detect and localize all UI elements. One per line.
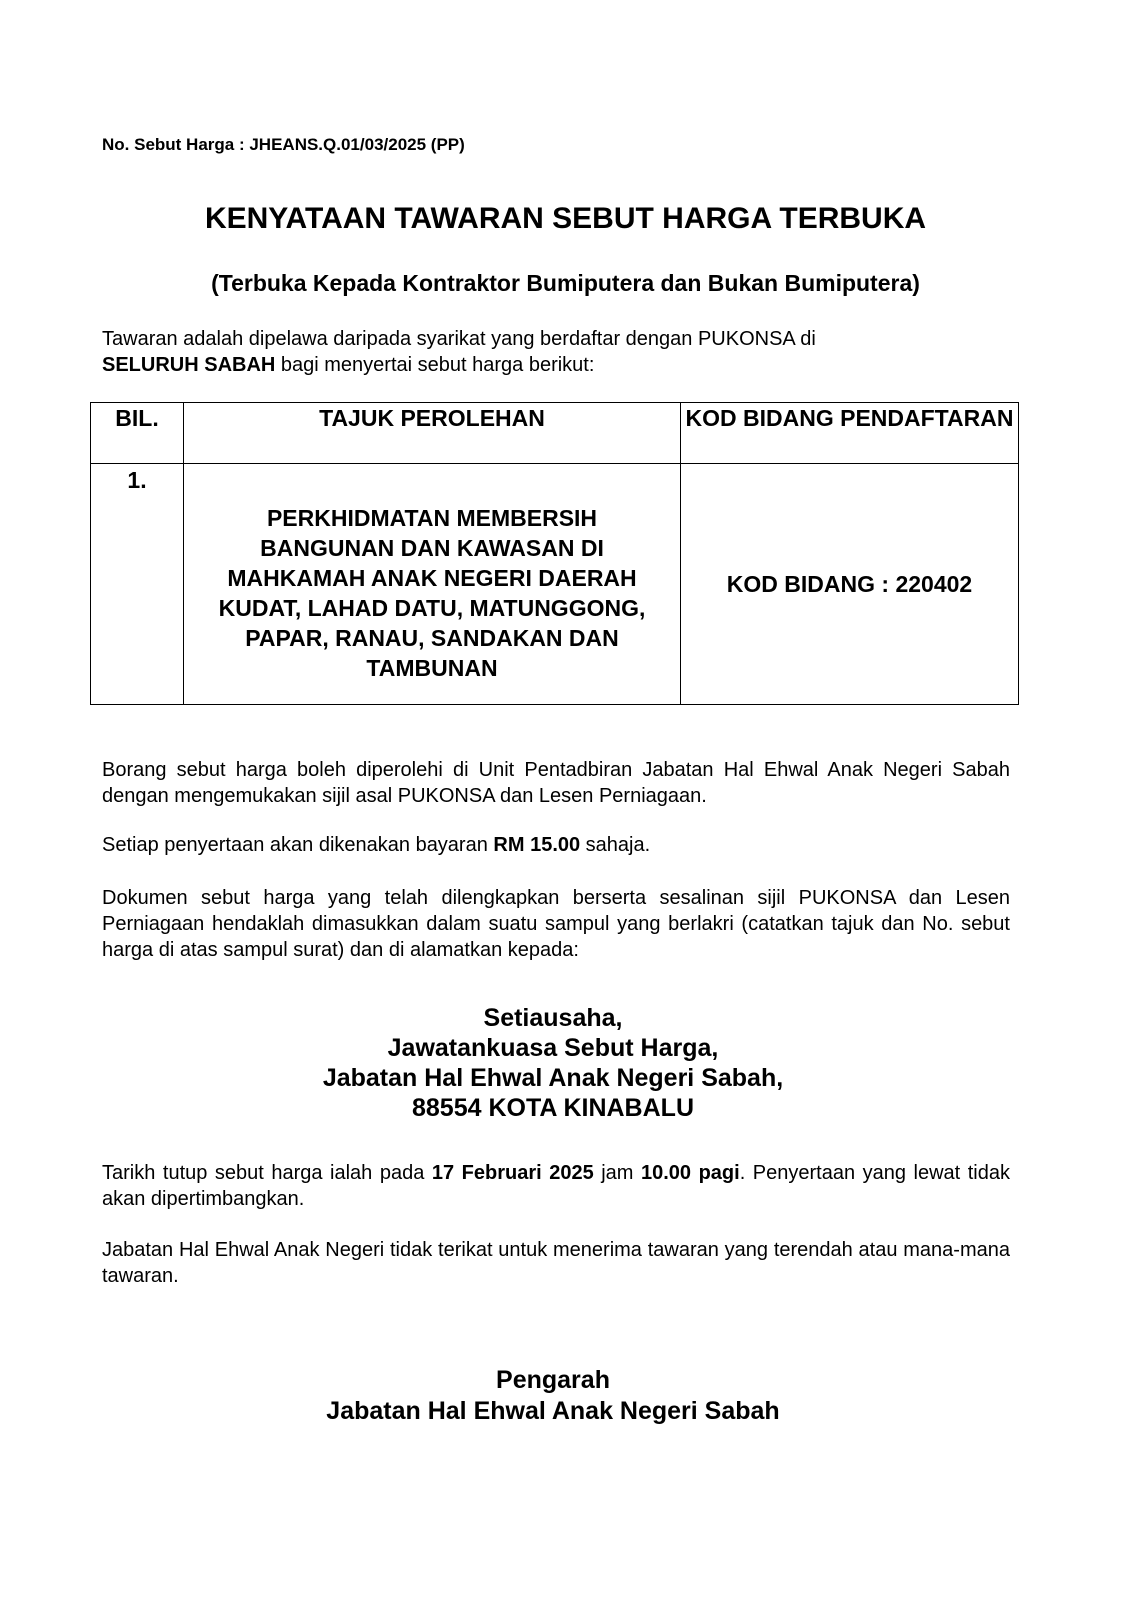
closing-time: 10.00 pagi xyxy=(641,1162,740,1184)
tender-table xyxy=(90,402,1019,705)
header-kod: KOD BIDANG PENDAFTARAN xyxy=(681,403,1019,464)
closing-date-paragraph xyxy=(102,1160,1010,1212)
document-paragraph: Dokumen sebut harga yang telah dilengkapkan berserta sesalinan sijil PUKONSA dan Lesen Perniagaan hendaklah dimasukkan dalam suatu sampul yang berlakri (catatkan tajuk dan No. sebut harga di atas sampul surat) dan di alamatkan kepada: xyxy=(102,887,1010,961)
payment-amount: RM 15.00 xyxy=(493,834,581,856)
header-tajuk: TAJUK PEROLEHAN xyxy=(184,403,681,464)
payment-text-1: Setiap penyertaan akan dikenakan bayaran xyxy=(102,834,494,856)
intro-text-1: Tawaran adalah dipelawa daripada syarikat yang berdaftar dengan PUKONSA di xyxy=(102,328,816,350)
signature-block xyxy=(0,1365,1106,1427)
tajuk-value: PERKHIDMATAN MEMBERSIH BANGUNAN DAN KAWASAN DI MAHKAMAH ANAK NEGERI DAERAH KUDAT, LAHAD DATU, MATUNGGONG, PAPAR, RANAU, SANDAKAN DAN TAMBUNAN xyxy=(218,505,646,681)
closing-text-1: Tarikh tutup sebut harga ialah pada xyxy=(102,1162,432,1184)
intro-text-2: bagi menyertai sebut harga berikut: xyxy=(275,354,595,376)
bil-value: 1. xyxy=(127,467,147,493)
cell-bil xyxy=(91,464,184,705)
cell-kod: KOD BIDANG : 220402 xyxy=(681,464,1019,705)
mailing-address xyxy=(0,1003,1106,1123)
quotation-reference: No. Sebut Harga : JHEANS.Q.01/03/2025 (PP) xyxy=(102,135,465,154)
address-line-3: Jabatan Hal Ehwal Anak Negeri Sabah, xyxy=(322,1064,784,1092)
page-subtitle: (Terbuka Kepada Kontraktor Bumiputera dan Bukan Bumiputera) xyxy=(211,270,920,296)
intro-paragraph xyxy=(102,326,1010,378)
borang-paragraph: Borang sebut harga boleh diperolehi di Unit Pentadbiran Jabatan Hal Ehwal Anak Negeri Sabah dengan mengemukakan sijil asal PUKONSA dan Lesen Perniagaan. xyxy=(102,759,1010,807)
cell-tajuk xyxy=(184,464,681,705)
closing-date: 17 Februari 2025 xyxy=(431,1162,594,1184)
closing-text-2: jam xyxy=(593,1162,641,1184)
intro-tail xyxy=(102,352,1010,378)
intro-bold-region: SELURUH SABAH xyxy=(102,354,276,376)
payment-text-2: sahaja. xyxy=(580,834,651,856)
table-header-row xyxy=(91,403,1019,464)
signature-title: Pengarah xyxy=(496,1366,610,1394)
header-bil: BIL. xyxy=(91,403,184,464)
page-title: KENYATAAN TAWARAN SEBUT HARGA TERBUKA xyxy=(204,202,927,235)
signature-department: Jabatan Hal Ehwal Anak Negeri Sabah xyxy=(326,1397,780,1425)
closing-text-3: . Penyertaan yang lewat tidak akan dipertimbangkan. xyxy=(102,1162,1010,1210)
address-line-2: Jawatankuasa Sebut Harga, xyxy=(387,1034,719,1062)
disclaimer-paragraph: Jabatan Hal Ehwal Anak Negeri tidak terikat untuk menerima tawaran yang terendah atau mana-mana tawaran. xyxy=(102,1239,1010,1287)
table-row xyxy=(91,464,1019,705)
address-line-4: 88554 KOTA KINABALU xyxy=(412,1094,694,1122)
payment-paragraph xyxy=(102,832,1010,858)
address-line-1: Setiausaha, xyxy=(483,1004,623,1032)
